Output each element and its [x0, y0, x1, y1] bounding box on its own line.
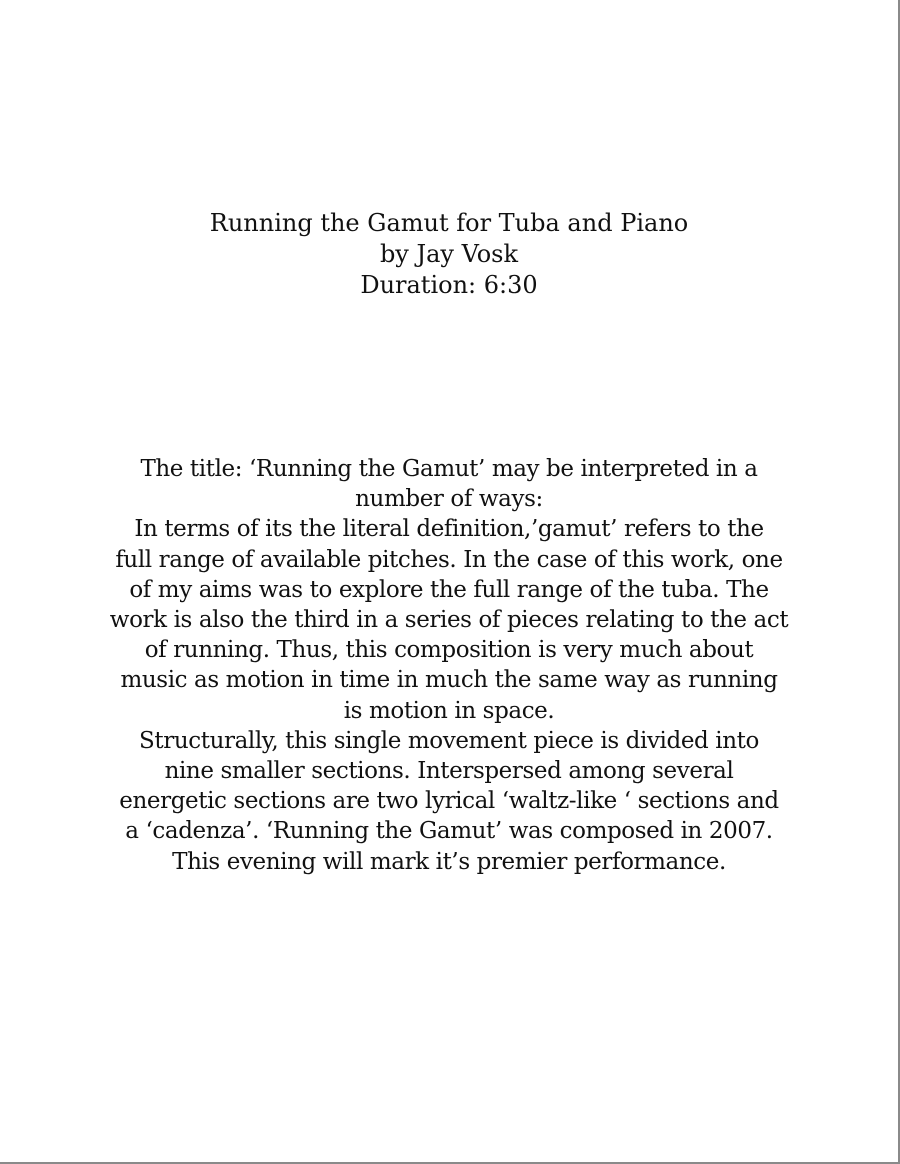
notes-line: In terms of its the literal definition,’gamut’ refers to the — [134, 516, 764, 543]
notes-line: full range of available pitches. In the case of this work, one — [115, 546, 783, 573]
program-notes — [0, 454, 898, 877]
notes-line: energetic sections are two lyrical ‘waltz-like ‘ sections and — [119, 788, 779, 815]
notes-line: of running. Thus, this composition is very much about — [144, 637, 754, 664]
notes-line: Structurally, this single movement piece is divided into — [139, 727, 759, 754]
notes-line: This evening will mark it’s premier performance. — [172, 848, 726, 875]
notes-line: The title: ‘Running the Gamut’ may be interpreted in a — [140, 456, 758, 482]
piece-title: Running the Gamut for Tuba and Piano — [209, 209, 689, 237]
notes-line: is motion in space. — [343, 697, 555, 724]
composer-credit: by Jay Vosk — [379, 240, 519, 268]
notes-line: a ‘cadenza’. ‘Running the Gamut’ was composed in 2007. — [125, 818, 773, 845]
notes-line: of my aims was to explore the full range of the tuba. The — [129, 576, 769, 603]
title-block — [0, 208, 898, 301]
duration: Duration: 6:30 — [360, 271, 538, 299]
notes-line: work is also the third in a series of pieces relating to the act — [109, 607, 789, 634]
notes-line: music as motion in time in much the same way as running — [120, 667, 778, 694]
notes-line: nine smaller sections. Interspersed among several — [164, 758, 734, 785]
notes-line: number of ways: — [355, 486, 543, 513]
